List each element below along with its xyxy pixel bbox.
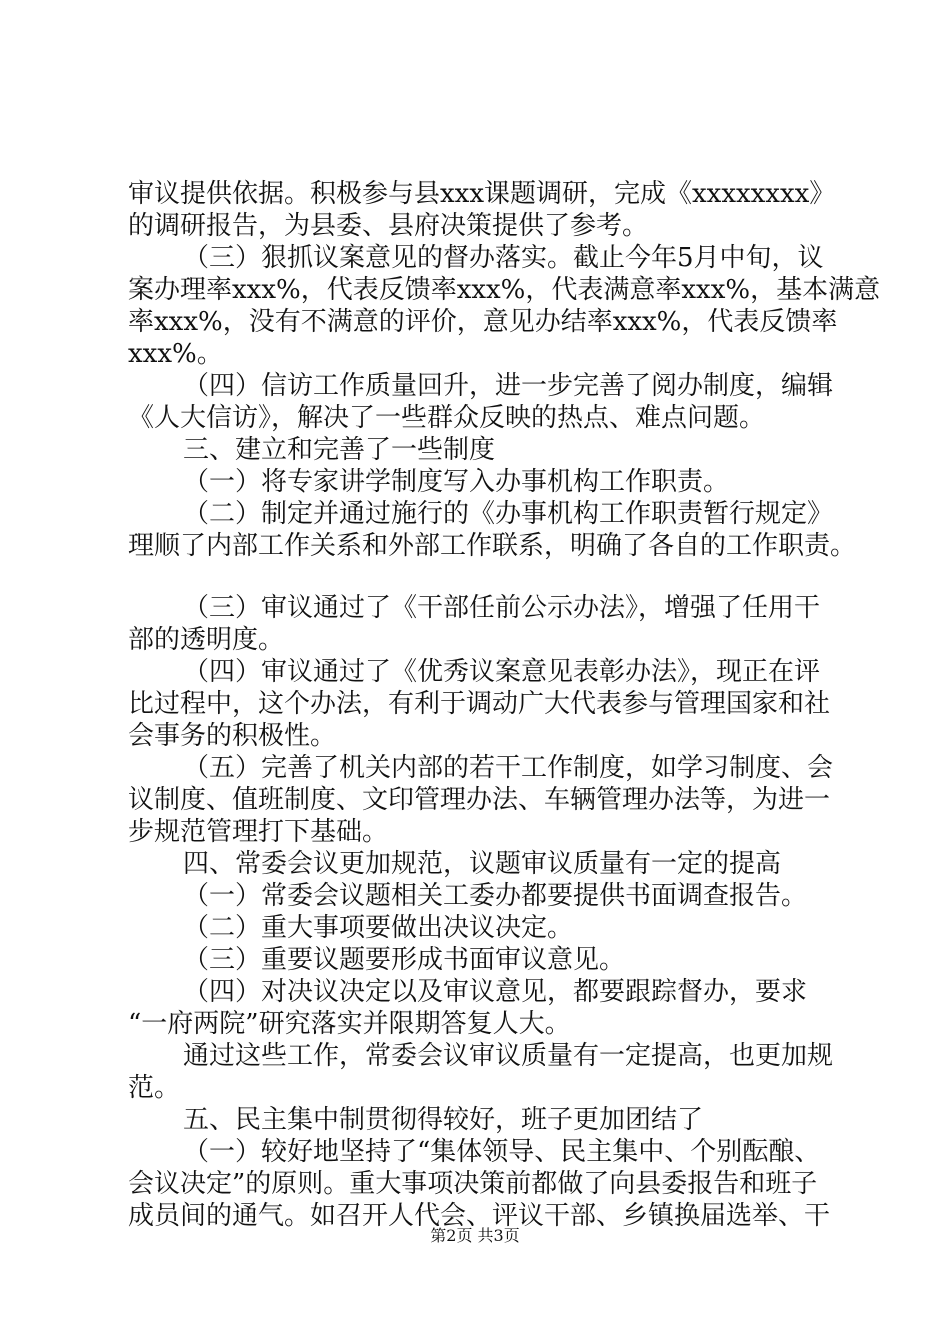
- text-line: （五）完善了机关内部的若干工作制度，如学习制度、会: [183, 753, 834, 783]
- text-line: 范。: [128, 1073, 181, 1103]
- text-line: （三）重要议题要形成书面审议意见。: [183, 945, 626, 975]
- text-line: 理顺了内部工作关系和外部工作联系，明确了各自的工作职责。: [128, 531, 857, 561]
- text-line: 会议决定”的原则。重大事项决策前都做了向县委报告和班子: [128, 1169, 818, 1199]
- text-line: （二）重大事项要做出决议决定。: [183, 913, 574, 943]
- text-line: （一）将专家讲学制度写入办事机构工作职责。: [183, 467, 730, 497]
- text-line: 案办理率xxx%，代表反馈率xxx%，代表满意率xxx%，基本满意: [128, 275, 881, 305]
- text-line: （一）较好地坚持了“集体领导、民主集中、个别酝酿、: [183, 1137, 821, 1167]
- text-line: 议制度、值班制度、文印管理办法、车辆管理办法等，为进一: [128, 785, 831, 815]
- text-line: 比过程中，这个办法，有利于调动广大代表参与管理国家和社: [128, 689, 831, 719]
- page-number: 第2页 共3页: [430, 1226, 520, 1245]
- text-line: （三）狠抓议案意见的督办落实。截止今年5月中旬，议: [183, 243, 824, 273]
- text-line: 步规范管理打下基础。: [128, 817, 389, 847]
- text-line: （三）审议通过了《干部任前公示办法》，增强了任用干: [183, 593, 821, 623]
- section-heading: 五、民主集中制贯彻得较好，班子更加团结了: [183, 1105, 704, 1135]
- text-line: 成员间的通气。如召开人代会、评议干部、乡镇换届选举、干: [128, 1201, 831, 1231]
- text-line: （四）对决议决定以及审议意见，都要跟踪督办，要求: [183, 977, 808, 1007]
- text-line: 《人大信访》，解决了一些群众反映的热点、难点问题。: [128, 403, 766, 433]
- text-line: 部的透明度。: [128, 625, 285, 655]
- text-line: （二）制定并通过施行的《办事机构工作职责暂行规定》: [183, 499, 834, 529]
- section-heading: 三、建立和完善了一些制度: [183, 435, 496, 465]
- text-line: 率xxx%，没有不满意的评价，意见办结率xxx%，代表反馈率: [128, 307, 838, 337]
- text-line: 会事务的积极性。: [128, 721, 337, 751]
- text-line: xxx%。: [128, 339, 223, 369]
- text-line: 通过这些工作，常委会议审议质量有一定提高，也更加规: [183, 1041, 834, 1071]
- text-line: “一府两院”研究落实并限期答复人大。: [128, 1009, 571, 1039]
- text-line: （一）常委会议题相关工委办都要提供书面调查报告。: [183, 881, 808, 911]
- text-line: 的调研报告，为县委、县府决策提供了参考。: [128, 211, 649, 241]
- text-line: （四）信访工作质量回升，进一步完善了阅办制度，编辑: [183, 371, 834, 401]
- text-line: （四）审议通过了《优秀议案意见表彰办法》，现正在评: [183, 657, 821, 687]
- section-heading: 四、常委会议更加规范，议题审议质量有一定的提高: [183, 849, 782, 879]
- text-line: 审议提供依据。积极参与县xxx课题调研，完成《xxxxxxxx》: [128, 179, 836, 209]
